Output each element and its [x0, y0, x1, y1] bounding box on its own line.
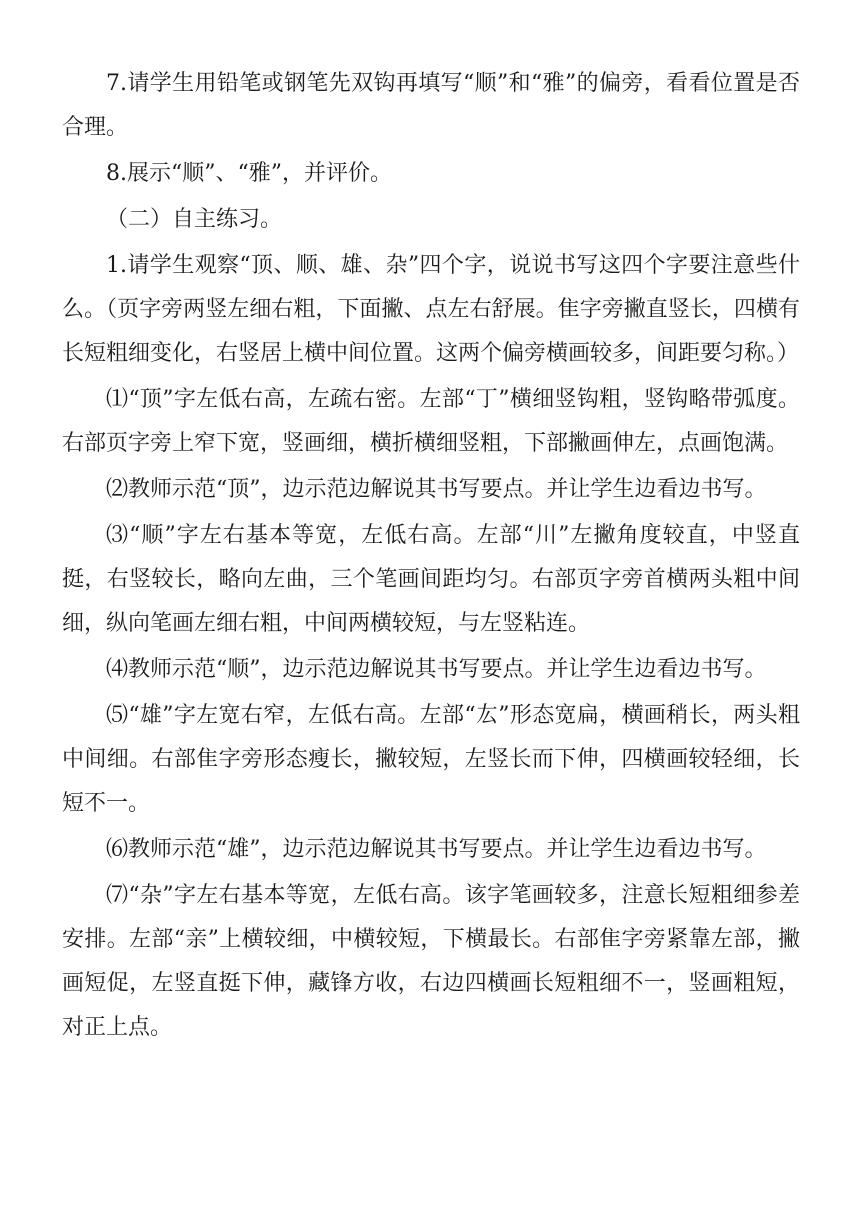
- paragraph-ding-analysis: ⑴“顶”字左低右高，左疏右密。左部“丁”横细竖钩粗，竖钩略带弧度。右部页字旁上窄下宽，竖画细，横折横细竖粗，下部撇画伸左，点画饱满。: [62, 387, 800, 456]
- section-heading-self-practice: （二）自主练习。: [106, 207, 283, 232]
- paragraph-ding-demo: ⑵教师示范“顶”，边示范边解说其书写要点。并让学生边看边书写。: [106, 477, 767, 502]
- paragraph-xiong-analysis: ⑸“雄”字左宽右窄，左低右高。左部“厷”形态宽扁，横画稍长，两头粗中间细。右部隹字旁形态瘦长，撇较短，左竖长而下伸，四横画较轻细，长短不一。: [62, 703, 800, 816]
- paragraph-observe-four-characters: 1.请学生观察“顶、顺、雄、杂”四个字，说说书写这四个字要注意些什么。（页字旁两竖左细右粗，下面撇、点左右舒展。隹字旁撇直竖长，四横有长短粗细变化，右竖居上横中间位置。这两个偏旁横画较多，间距要匀称。）: [62, 253, 800, 366]
- paragraph-shun-demo: ⑷教师示范“顺”，边示范边解说其书写要点。并让学生边看边书写。: [106, 657, 767, 682]
- paragraph-step-7: 7.请学生用铅笔或钢笔先双钩再填写“顺”和“雅”的偏旁，看看位置是否合理。: [62, 71, 800, 140]
- paragraph-xiong-demo: ⑹教师示范“雄”，边示范边解说其书写要点。并让学生边看边书写。: [106, 837, 767, 862]
- document-page: [62, 62, 800, 1052]
- paragraph-shun-analysis: ⑶“顺”字左右基本等宽，左低右高。左部“川”左撇角度较直，中竖直挺，右竖较长，略向左曲，三个笔画间距均匀。右部页字旁首横两头粗中间细，纵向笔画左细右粗，中间两横较短，与左竖粘连。: [62, 523, 800, 636]
- paragraph-step-8: 8.展示“顺”、“雅”，并评价。: [106, 161, 392, 186]
- paragraph-za-analysis: ⑺“杂”字左右基本等宽，左低右高。该字笔画较多，注意长短粗细参差安排。左部“亲”上横较细，中横较短，下横最长。右部隹字旁紧靠左部，撇画短促，左竖直挺下伸，藏锋方收，右边四横画长短粗细不一，竖画粗短，对正上点。: [62, 883, 800, 1040]
